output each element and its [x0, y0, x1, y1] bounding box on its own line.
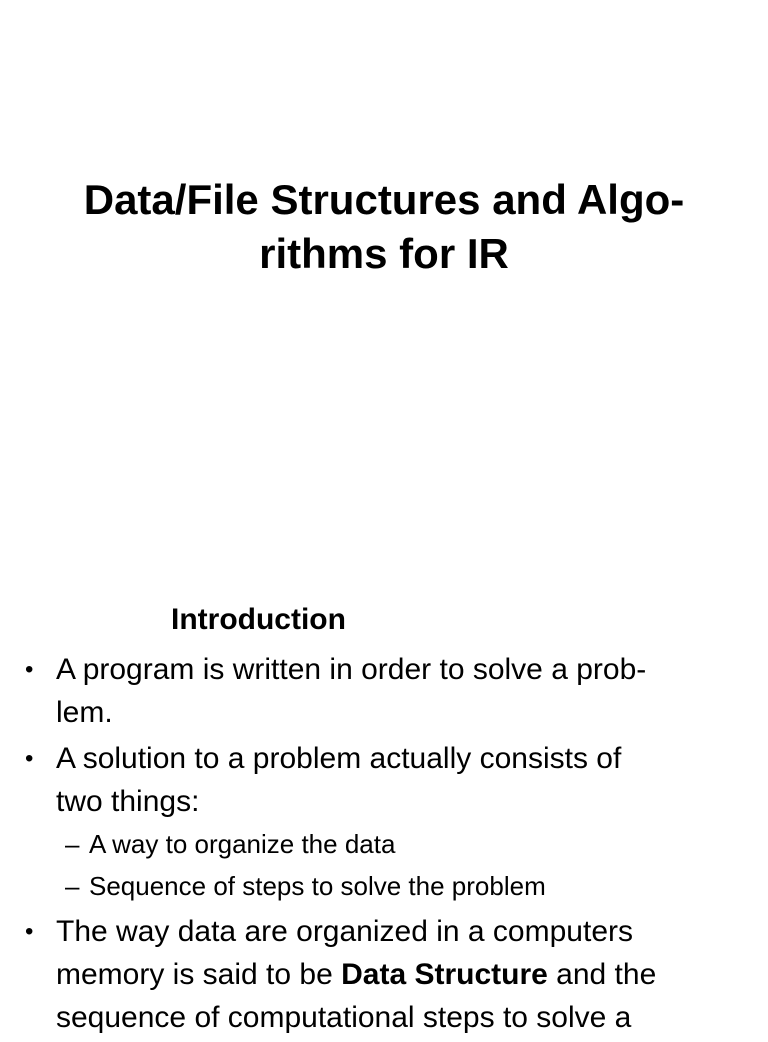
- bullet-text-segment: memory is said to be: [56, 958, 342, 991]
- slide-title: [20, 173, 748, 281]
- sub-bullet-item: [56, 865, 768, 907]
- bullet-item: [0, 737, 768, 907]
- bullet-text-line: The way data are organized in a computers: [56, 915, 633, 948]
- sub-bullet-list: [56, 823, 768, 907]
- bullet-item: [0, 648, 768, 734]
- dash-marker-icon: –: [65, 871, 80, 901]
- bullet-text-segment: and the: [547, 958, 657, 991]
- bullet-text-line: A solution to a problem actually consists of: [56, 742, 622, 775]
- bullet-marker-icon: •: [25, 745, 34, 772]
- bullet-text-line: A program is written in order to solve a prob-: [56, 653, 647, 686]
- data-structure-term: Data Structure: [341, 958, 548, 991]
- bullet-list: [0, 648, 768, 1042]
- slide-title-line-1: Data/File Structures and Algo-: [83, 176, 685, 223]
- sub-bullet-item: [56, 823, 768, 865]
- bullet-marker-icon: •: [25, 918, 34, 945]
- section-heading: Introduction: [171, 603, 346, 636]
- bullet-text-line: sequence of computational steps to solve a: [56, 1001, 632, 1034]
- bullet-item: [0, 910, 768, 1039]
- bullet-text-line: [56, 953, 768, 996]
- slide-title-line-2: rithms for IR: [259, 230, 509, 277]
- dash-marker-icon: –: [65, 829, 80, 859]
- bullet-marker-icon: •: [25, 656, 34, 683]
- bullet-text-line: lem.: [56, 696, 113, 729]
- sub-bullet-text: Sequence of steps to solve the problem: [89, 871, 546, 901]
- bullet-text-line: two things:: [56, 785, 200, 818]
- sub-bullet-text: A way to organize the data: [89, 829, 396, 859]
